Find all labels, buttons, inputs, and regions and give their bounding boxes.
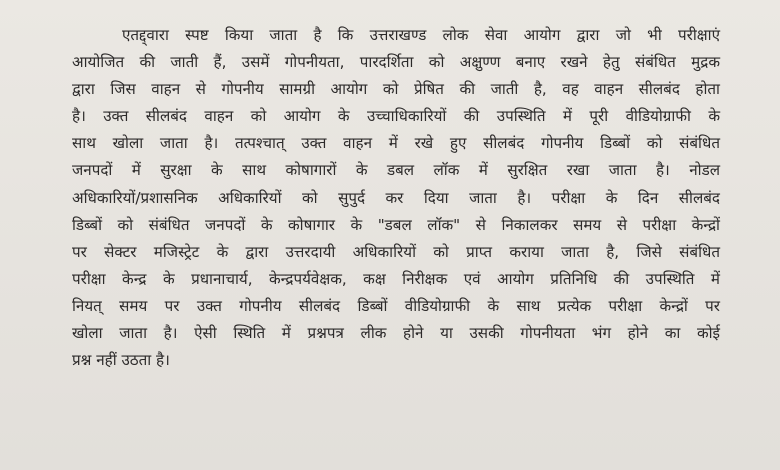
paragraph-line: साथ खोला जाता है। तत्पश्चात् उक्त वाहन में रखे हुए सीलबंद गोपनीय डिब्बों को संबंधित bbox=[72, 134, 720, 153]
paragraph-line: द्वारा जिस वाहन से गोपनीय सामग्री आयोग को प्रेषित की जाती है, वह वाहन सीलबंद होता bbox=[72, 80, 720, 99]
paragraph-line: आयोजित की जाती हैं, उसमें गोपनीयता, पारदर्शिता को अक्षुण्ण बनाए रखने हेतु संबंधित मुद्रक bbox=[72, 53, 720, 72]
body-paragraph bbox=[72, 22, 720, 374]
paragraph-line: पर सेक्टर मजिस्ट्रेट के द्वारा उत्तरदायी अधिकारियों को प्राप्त कराया जाता है, जिसे संबंधित bbox=[72, 242, 720, 261]
paragraph-line: डिब्बों को संबंधित जनपदों के कोषागार के "डबल लॉक" से निकालकर समय से परीक्षा केन्द्रों bbox=[72, 215, 720, 234]
paragraph-line: नियत् समय पर उक्त गोपनीय सीलबंद डिब्बों वीडियोग्राफी के साथ प्रत्येक परीक्षा केन्द्रों पर bbox=[72, 296, 720, 315]
paragraph-line: एतद्द्वारा स्पष्ट किया जाता है कि उत्तराखण्ड लोक सेवा आयोग द्वारा जो भी परीक्षाएं bbox=[122, 26, 720, 44]
paragraph-line: है। उक्त सीलबंद वाहन को आयोग के उच्चाधिकारियों की उपस्थिति में पूरी वीडियोग्राफी के bbox=[72, 107, 720, 126]
paragraph-line: प्रश्न नहीं उठता है। bbox=[72, 351, 170, 370]
paragraph-line: जनपदों में सुरक्षा के साथ कोषागारों के डबल लॉक में सुरक्षित रखा जाता है। नोडल bbox=[72, 161, 720, 180]
paragraph-line: खोला जाता है। ऐसी स्थिति में प्रश्नपत्र लीक होने या उसकी गोपनीयता भंग होने का कोई bbox=[72, 324, 720, 343]
paragraph-line: अधिकारियों/प्रशासनिक अधिकारियों को सुपुर्द कर दिया जाता है। परीक्षा के दिन सीलबंद bbox=[72, 188, 720, 207]
paragraph-line: परीक्षा केन्द्र के प्रधानाचार्य, केन्द्रपर्यवेक्षक, कक्ष निरीक्षक एवं आयोग प्रतिनिधि की उपस्थिति में bbox=[72, 269, 720, 288]
